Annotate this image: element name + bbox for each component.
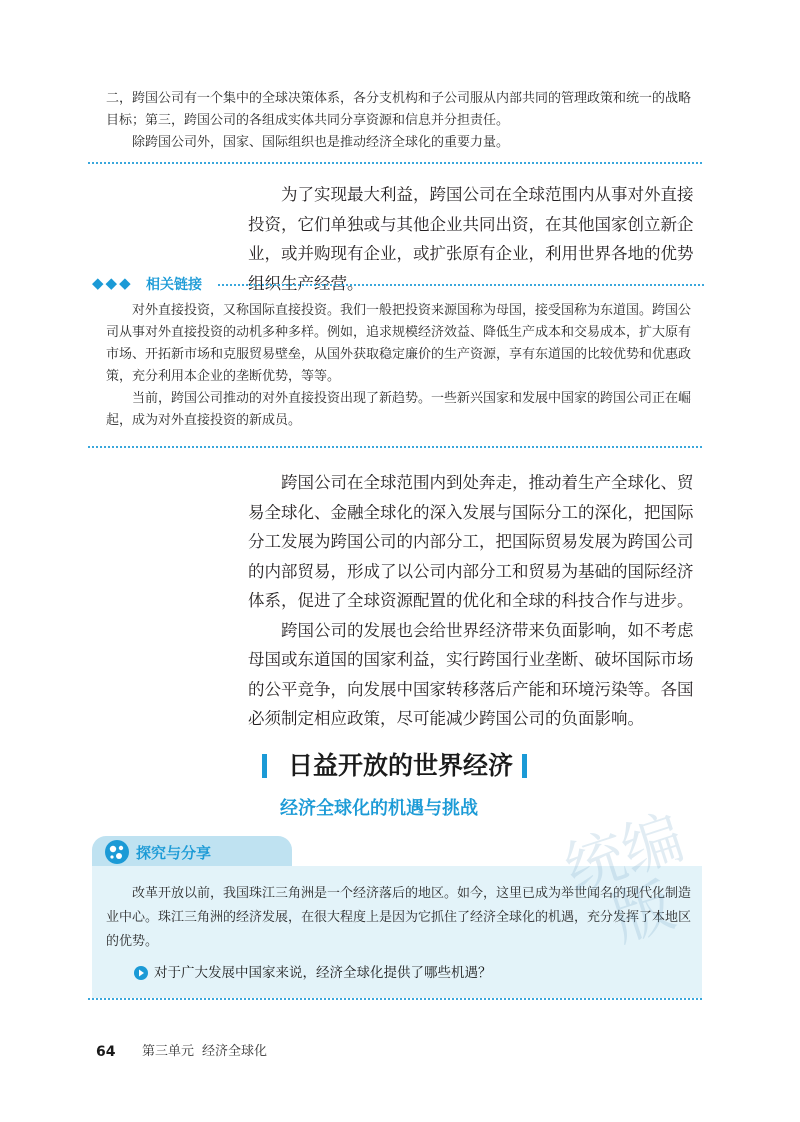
section-title-bar	[262, 748, 532, 784]
footer-unit: 第三单元	[142, 1044, 195, 1059]
watermark: 统编版	[556, 802, 693, 956]
section-title-right-bar	[522, 754, 527, 778]
diamond-bullets-icon: ◆◆◆	[92, 274, 133, 292]
explore-question-text: 对于广大发展中国家来说，经济全球化提供了哪些机遇？	[154, 965, 492, 981]
subsection-title: 经济全球化的机遇与挑战	[280, 798, 478, 819]
related-link-rule	[218, 284, 704, 286]
explore-icon	[104, 839, 130, 865]
related-link-paragraph-1: 对外直接投资，又称国际直接投资。我们一般把投资来源国称为母国，接受国称为东道国。跨国公司从事对外直接投资的动机多种多样。例如，追求规模经济效益、降低生产成本和交易成本，扩大原有市场、开拓新市场和克服贸易壁垒，从国外获取稳定廉价的生产资源，享有东道国的比较优势和优惠政策，充分利用本企业的垄断优势，等等。	[106, 303, 692, 384]
section-title-left-bar	[262, 754, 267, 778]
related-link-title: 相关链接	[146, 277, 202, 293]
divider-top	[88, 162, 702, 164]
top-note-2: 除跨国公司外，国家、国际组织也是推动经济全球化的重要力量。	[132, 135, 510, 150]
related-link-content	[106, 300, 696, 432]
main-paragraph-1: 为了实现最大利益，跨国公司在全球范围内从事对外直接投资，它们单独或与其他企业共同出资，在其他国家创立新企业，或并购现有企业，或扩张原有企业，利用世界各地的优势组织生产经营。	[248, 185, 694, 293]
top-note-1: 二，跨国公司有一个集中的全球决策体系，各分支机构和子公司服从内部共同的管理政策和统一的战略目标；第三，跨国公司的各组成实体共同分享资源和信息并分担责任。	[106, 91, 692, 128]
main-paragraph-3: 跨国公司的发展也会给世界经济带来负面影响，如不考虑母国或东道国的国家利益，实行跨国行业垄断、破坏国际市场的公平竞争，向发展中国家转移落后产能和环境污染等。各国必须制定相应政策，尽可能减少跨国公司的负面影响。	[248, 620, 694, 728]
footer	[96, 1040, 496, 1064]
footer-chapter: 经济全球化	[202, 1044, 268, 1059]
section-title: 日益开放的世界经济	[288, 751, 514, 780]
explore-paragraph: 改革开放以前，我国珠江三角洲是一个经济落后的地区。如今，这里已成为举世闻名的现代化制造业中心。珠江三角洲的经济发展，在很大程度上是因为它抓住了经济全球化的机遇，充分发挥了本地区的优势。	[106, 886, 692, 949]
explore-question	[134, 962, 694, 984]
divider-explore	[88, 998, 702, 1000]
main-paragraph-2: 跨国公司在全球范围内到处奔走，推动着生产全球化、贸易全球化、金融全球化的深入发展与国际分工的深化，把国际分工发展为跨国公司的内部分工，把国际贸易发展为跨国公司的内部贸易，形成了以公司内部分工和贸易为基础的国际经济体系，促进了全球资源配置的优化和全球的科技合作与进步。	[248, 473, 694, 610]
explore-title: 探究与分享	[136, 844, 212, 862]
arrow-circle-icon	[134, 966, 148, 980]
top-notes	[106, 88, 692, 154]
related-link-header	[92, 274, 704, 296]
page-number: 64	[96, 1044, 116, 1060]
main-paragraphs-2	[248, 468, 694, 734]
related-link-paragraph-2: 当前，跨国公司推动的对外直接投资出现了新趋势。一些新兴国家和发展中国家的跨国公司正在崛起，成为对外直接投资的新成员。	[106, 391, 692, 428]
divider-related	[88, 446, 702, 448]
